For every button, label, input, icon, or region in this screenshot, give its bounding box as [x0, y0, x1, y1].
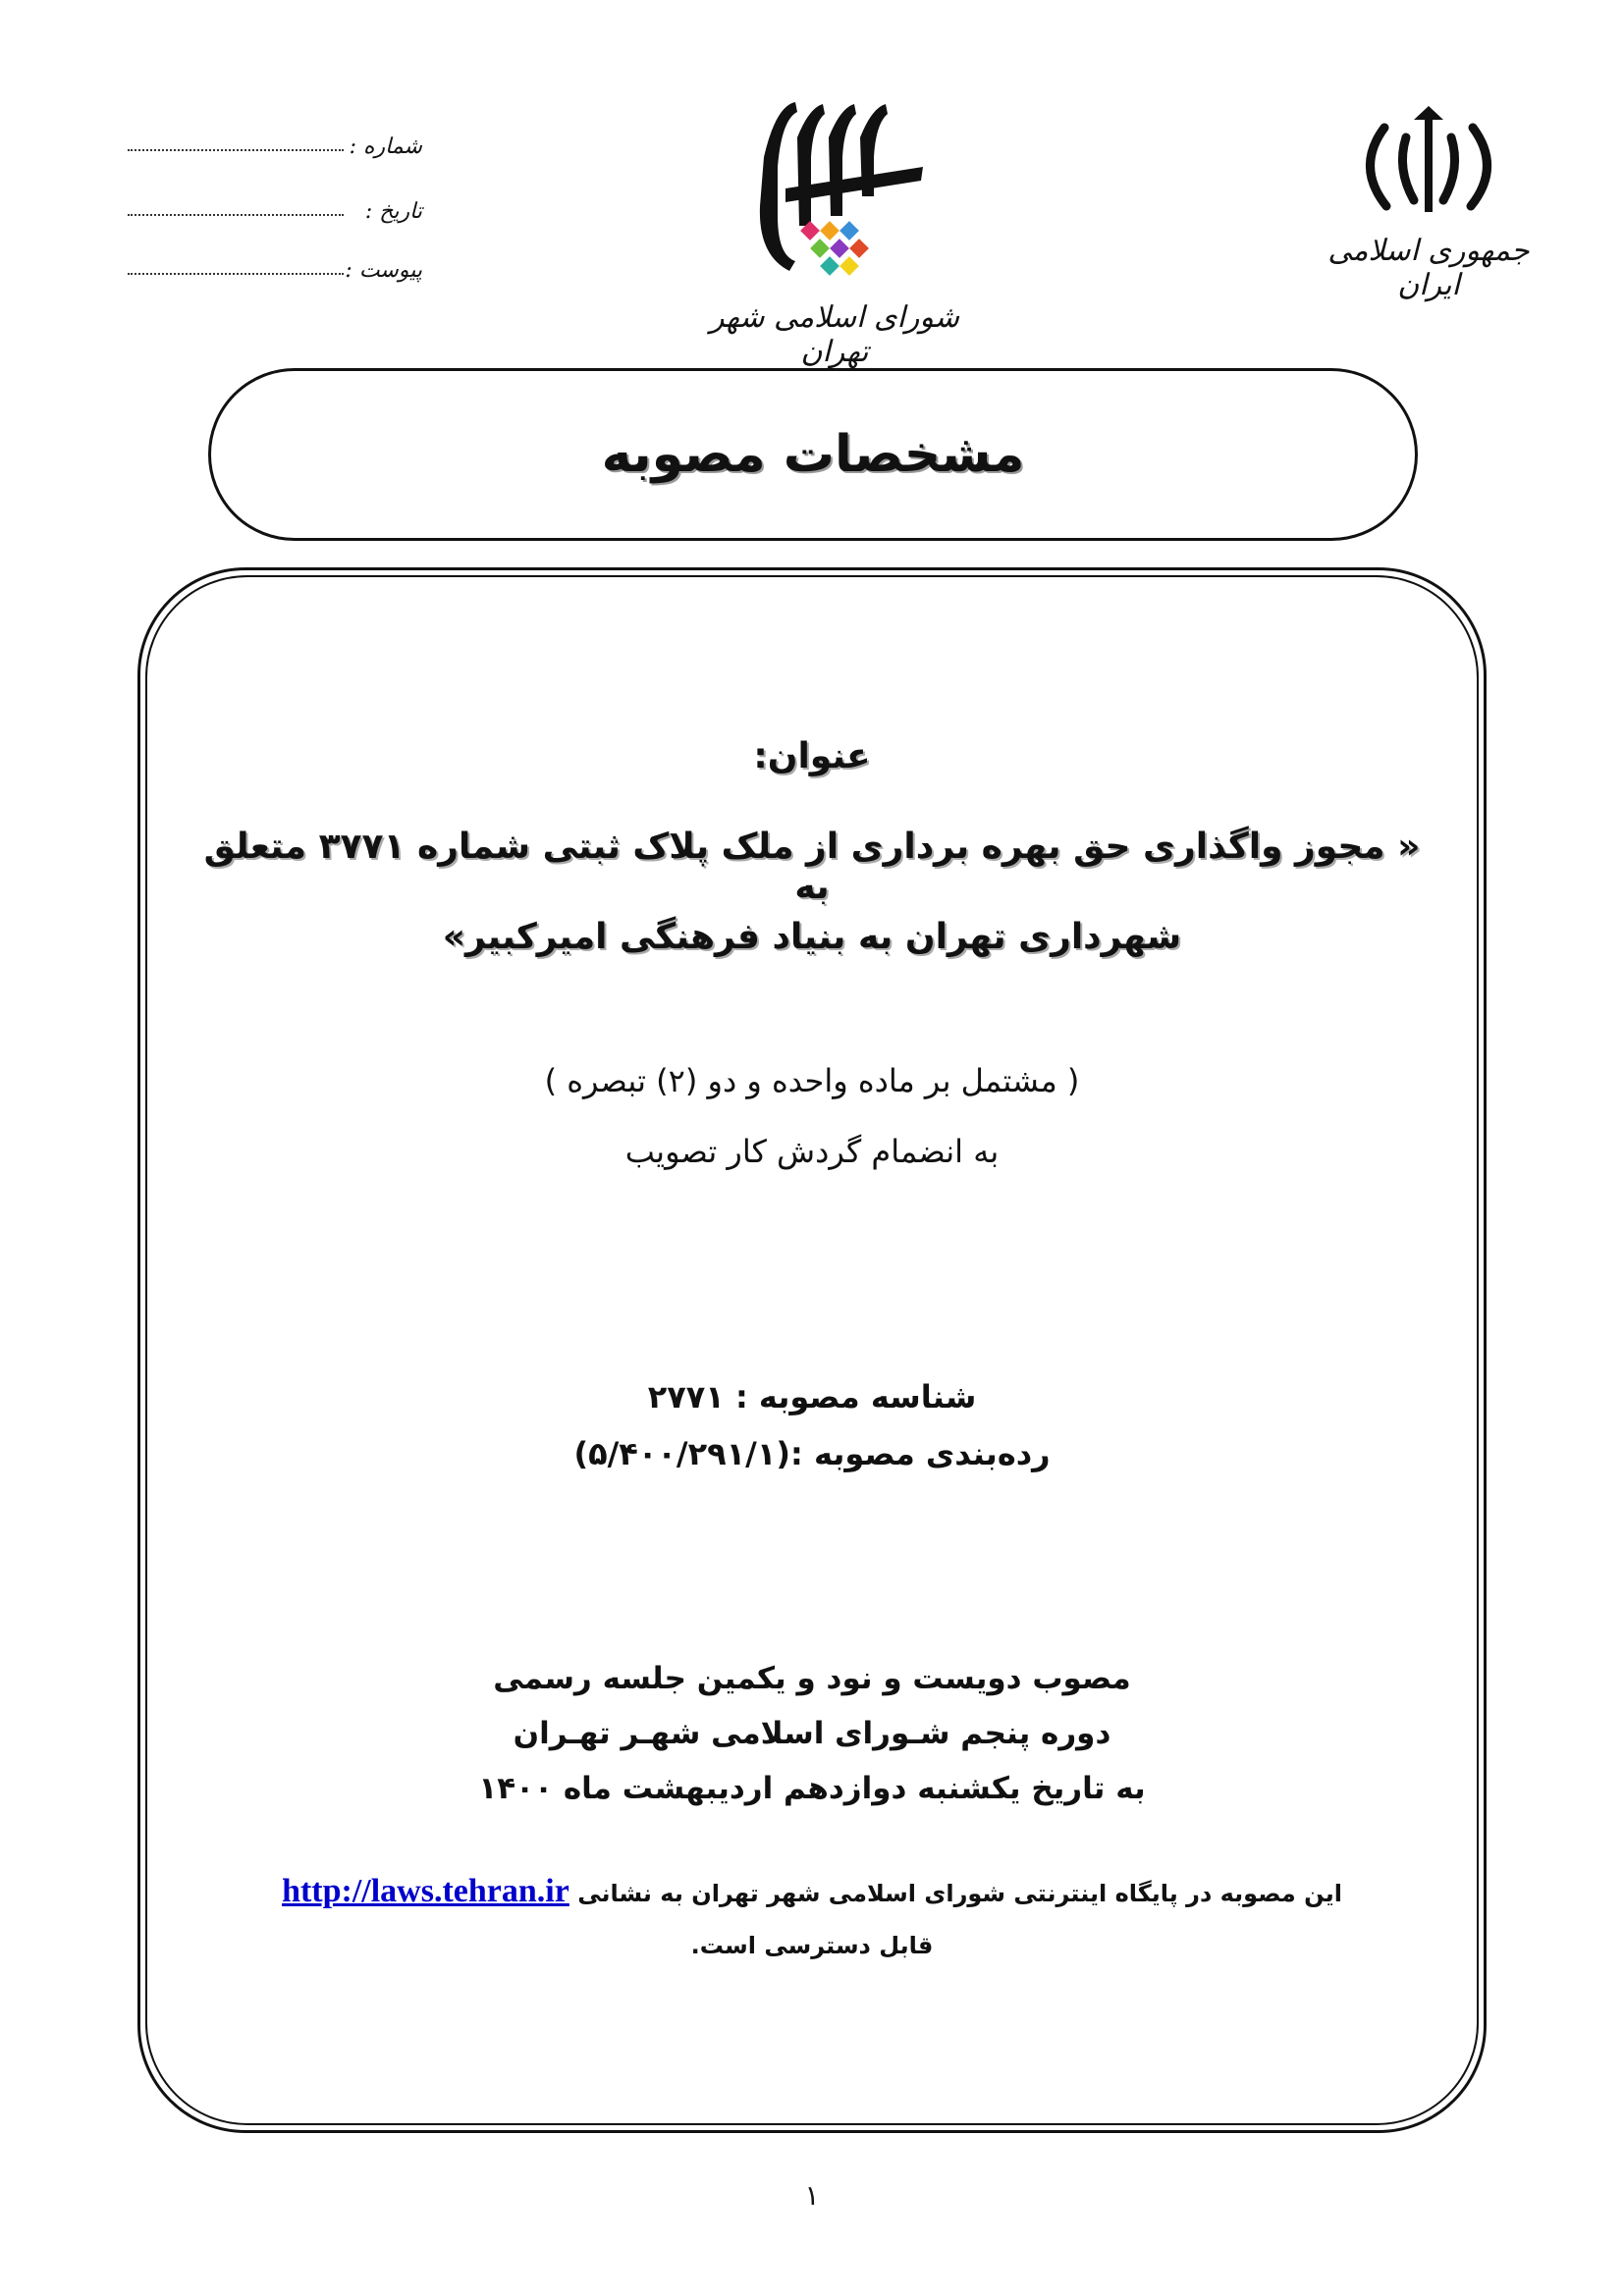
emblem-caption: جمهوری اسلامی ایران	[1327, 234, 1530, 302]
approval-term-line: دوره پنجم شـورای اسلامی شهـر تهـران	[513, 1716, 1111, 1751]
date-dotted-line	[128, 214, 344, 216]
approval-id: شناسه مصوبه : ۲۷۷۱	[647, 1378, 977, 1415]
national-emblem	[1316, 98, 1542, 302]
council-logo-icon	[687, 98, 982, 294]
attachment-label: پیوست :	[345, 258, 422, 283]
scope-line: ( مشتمل بر ماده واحده و دو (۲) تبصره )	[544, 1062, 1080, 1099]
website-link[interactable]: http://laws.tehran.ir	[282, 1873, 569, 1909]
attachment-line: به انضمام گردش کار تصویب	[624, 1133, 1000, 1170]
subject-label: عنوان:	[753, 736, 871, 776]
subject-line-2: شهرداری تهران به بنیاد فرهنگی امیرکبیر»	[442, 917, 1182, 957]
website-note-line	[196, 1873, 1428, 1910]
number-dotted-line	[128, 149, 344, 151]
number-field	[128, 126, 422, 161]
attachment-dotted-line	[128, 273, 344, 275]
national-emblem-icon	[1316, 98, 1542, 226]
attachment-field	[128, 249, 422, 285]
subject-line-1: « مجوز واگذاری حق بهره برداری از ملک پلاک ثبتی شماره ۳۷۷۱ متعلق به	[203, 827, 1421, 907]
council-logo-caption: شورای اسلامی شهر تهران	[710, 300, 959, 369]
page-title: مشخصات مصوبه	[601, 425, 1025, 484]
approval-date-line: به تاریخ یکشنبه دوازدهم اردیبهشت ماه ۱۴۰۰	[478, 1771, 1146, 1806]
page-number: ۱	[804, 2179, 820, 2212]
number-label: شماره :	[349, 134, 422, 159]
availability-note: قابل دسترسی است.	[690, 1932, 934, 1959]
date-label: تاریخ :	[364, 199, 422, 224]
date-field	[128, 190, 422, 226]
approval-classification: رده‌بندی مصوبه :(۵/۴۰۰/۲۹۱/۱)	[573, 1435, 1051, 1472]
website-note: این مصوبه در پایگاه اینترنتی شورای اسلامی شهر تهران به نشانی	[577, 1880, 1342, 1907]
approval-session-line: مصوب دویست و نود و یکمین جلسه رسمی	[493, 1661, 1131, 1696]
title-box	[208, 368, 1418, 541]
council-logo	[687, 98, 982, 369]
